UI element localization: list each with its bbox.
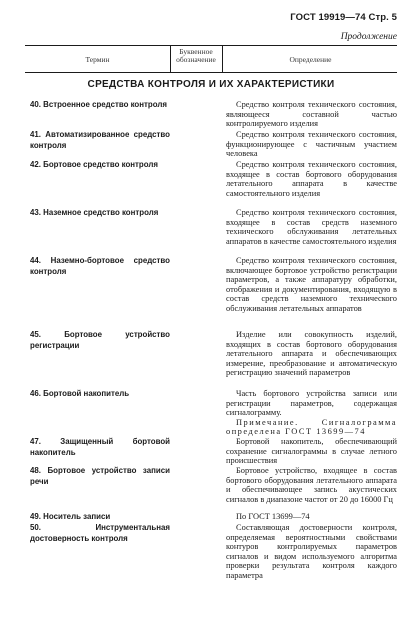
term-45: 45. Бортовое устройство регистрации [30,330,170,350]
term-40: 40. Встроенное средство контроля [30,100,167,109]
definition-43 [226,208,397,246]
definition-text: Составляющая достоверности контроля, определяемая вероятностными свойствами контуров контролируемых параметров сигналов и видом используемого алгоритма проверки результата контроля каждого параметра [226,523,397,580]
column-header-definition: Определение [289,55,332,64]
table-top-rule [25,45,397,46]
definition-text: Средство контроля технического состояния, входящее в состав средств наземного технического обслуживания летательных аппаратов в качестве самостоятельного изделия [226,208,397,246]
term-46: 46. Бортовой накопитель [30,389,130,398]
column-divider [170,45,171,72]
term-43: 43. Наземное средство контроля [30,208,159,217]
definition-50 [226,523,397,581]
definition-text: Изделие или совокупность изделий, входящих в состав бортового оборудования летательного аппарата и обеспечивающих измерение, преобразование и автоматическую регистрацию значений параметров [226,330,397,378]
definition-46 [226,389,397,437]
definition-text: Бортовое устройство, входящее в состав бортового оборудования летательного аппарата и обеспечивающее запись акустических сигналов в диапазоне частот от 20 до 16000 Гц [226,466,397,504]
definition-48 [226,466,397,504]
definition-note: Примечание. Сигналограмма определена ГОСТ 13699—74 [226,417,397,437]
definition-text: Средство контроля технического состояния, входящее в состав бортового оборудования летательного аппарата в качестве самостоятельного изделия [226,160,397,198]
definition-text: Часть бортового устройства записи или регистрации параметров, содержащая сигналограмму. [226,389,397,418]
definition-47 [226,437,397,466]
term-48: 48. Бортовое устройство записи речи [30,466,170,486]
definition-44 [226,256,397,314]
column-header-code: Буквенное обозначение [176,47,216,64]
term-47: 47. Защищенный бортовой накопитель [30,437,170,457]
definition-text: Средство контроля технического состояния, являющееся составной частью контролируемого изделия [226,100,397,129]
term-41: 41. Автоматизированное средство контроля [30,130,170,150]
section-title: СРЕДСТВА КОНТРОЛЯ И ИХ ХАРАКТЕРИСТИКИ [87,79,335,90]
definition-text: По ГОСТ 13699—74 [236,512,310,521]
definition-text: Средство контроля технического состояния, функционирующее с частичным участием человека [226,130,397,159]
term-44: 44. Наземно-бортовое средство контроля [30,256,170,276]
page-header: ГОСТ 19919—74 Стр. 5 [290,12,397,23]
definition-40 [226,100,397,129]
column-divider [222,45,223,72]
continuation-label: Продолжение [340,32,397,42]
definition-49 [226,512,397,522]
definition-42 [226,160,397,198]
column-header-term: Термин [85,55,110,64]
definition-text: Бортовой накопитель, обеспечивающий сохранение сигналограммы в случае летного происшествия [226,437,397,466]
definition-41 [226,130,397,159]
definition-45 [226,330,397,378]
term-50: 50. Инструментальная достоверность контроля [30,523,170,543]
table-head-rule [25,72,397,73]
term-49: 49. Носитель записи [30,512,111,521]
definition-text: Средство контроля технического состояния, включающее бортовое устройство регистрации параметров, а также аппаратуру обработки, отображения и документирования, входящую в состав средств наземного технического обслуживания летательных аппаратов [226,256,397,313]
term-42: 42. Бортовое средство контроля [30,160,158,169]
